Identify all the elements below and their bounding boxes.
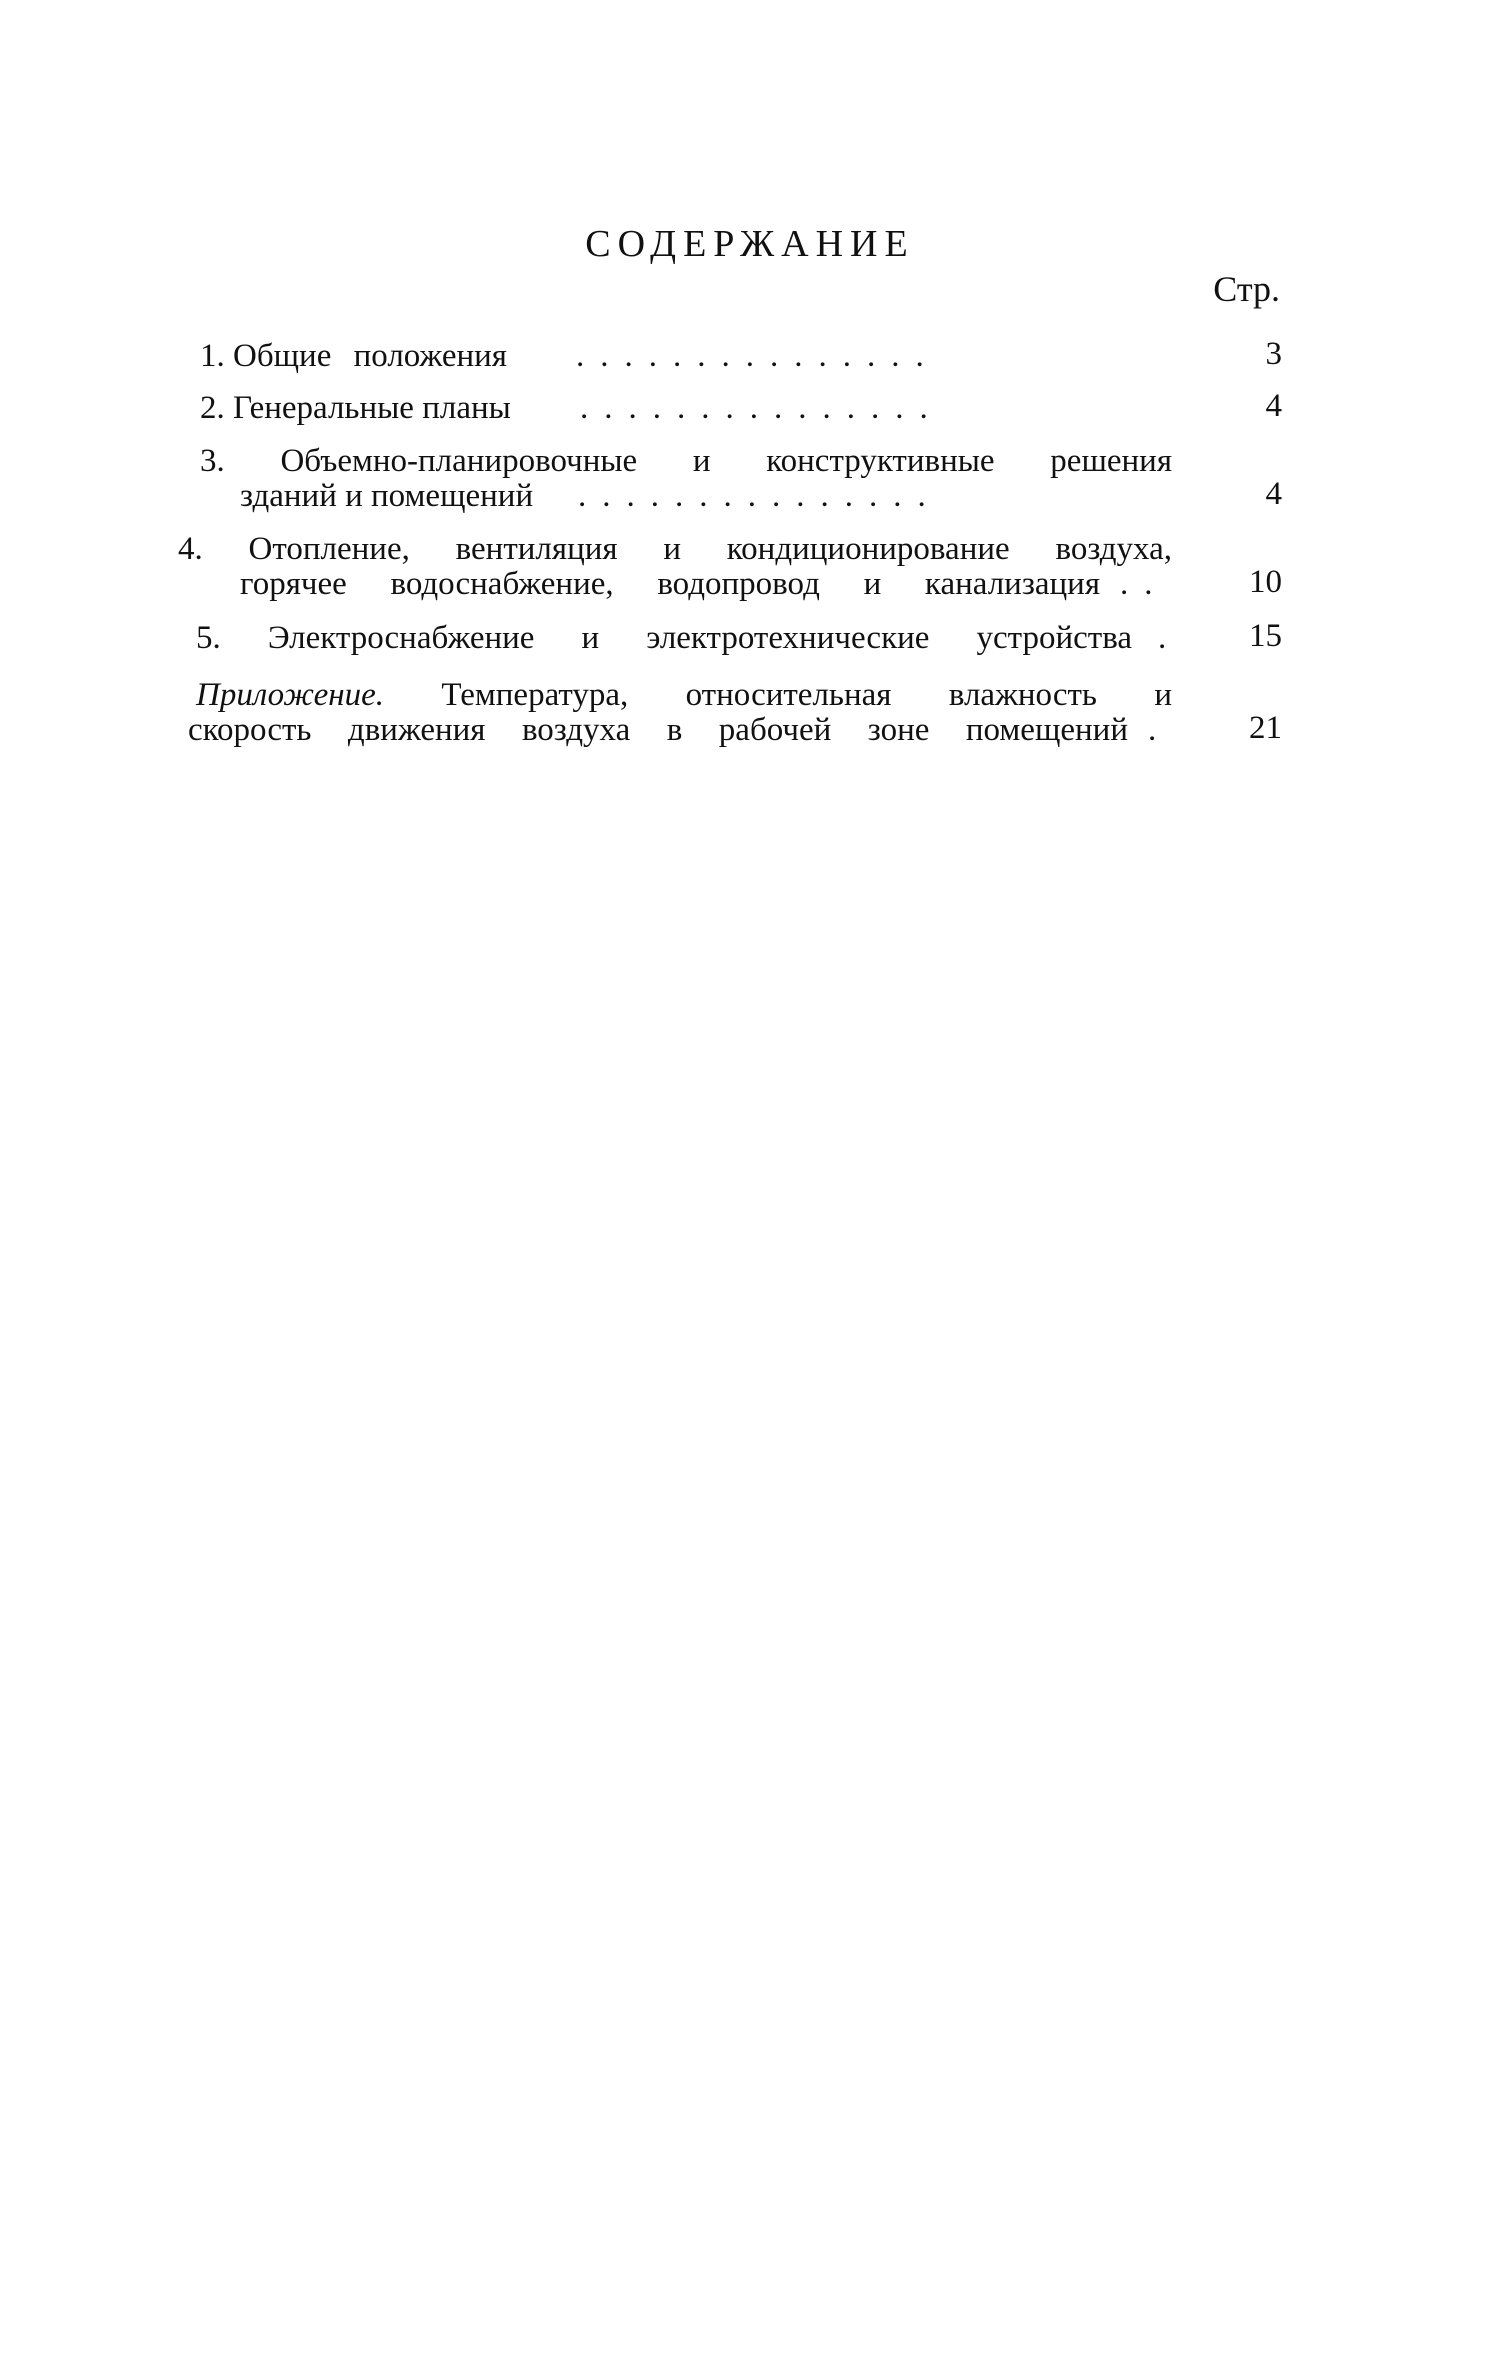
toc-entry-page: 10 (1249, 564, 1282, 600)
dot-leader: . (1148, 712, 1173, 748)
toc-entry-text (196, 618, 1132, 658)
toc-entry-number: 2. (200, 390, 225, 426)
toc-entry-title: Отопление, вентиляция и кондиционирование воздуха, (248, 531, 1173, 567)
toc-entry-title: Электроснабжение и электротехнические устройства (267, 620, 1132, 656)
toc-entry-number: 4. (178, 531, 203, 567)
toc-entry-number: 5. (196, 620, 221, 656)
toc-entry-page: 21 (1249, 710, 1282, 746)
toc-entry-text-continued: горячее водоснабжение, водопровод и канализация (240, 566, 1100, 602)
toc-entry-title: Генеральные планы (233, 390, 511, 426)
page-title: СОДЕРЖАНИЕ (585, 223, 915, 265)
dot-leader: ............... (580, 390, 944, 426)
toc-entry-page: 4 (1265, 388, 1282, 424)
dot-leader: ............... (578, 478, 942, 514)
toc-entry-text (178, 529, 1172, 569)
toc-entry-title: Объемно-планировочные и конструктивные решения (280, 443, 1172, 479)
toc-entry-text (196, 675, 1172, 715)
toc-entry-text-continued: скорость движения воздуха в рабочей зоне помещений (188, 712, 1128, 748)
toc-entry-text (200, 388, 511, 428)
toc-entry-number: 1. (200, 338, 225, 374)
page-column-header: Стр. (1213, 269, 1280, 309)
toc-entry-page: 15 (1249, 618, 1282, 654)
toc-entry-text-continued: зданий и помещений (240, 478, 534, 514)
dot-leader: .. (1120, 566, 1169, 602)
toc-entry-text (200, 336, 507, 376)
toc-entry-page: 4 (1265, 476, 1282, 512)
toc-entry-text (200, 441, 1172, 481)
dot-leader: ............... (576, 338, 940, 374)
toc-entry-page: 3 (1265, 336, 1282, 372)
toc-entry-title: Температура, относительная влажность и (441, 677, 1172, 713)
toc-entry-number: 3. (200, 443, 225, 479)
toc-entry-prefix: Приложение. (196, 677, 384, 713)
dot-leader: . (1158, 620, 1183, 656)
toc-entry-title: Общие положения (233, 338, 507, 374)
